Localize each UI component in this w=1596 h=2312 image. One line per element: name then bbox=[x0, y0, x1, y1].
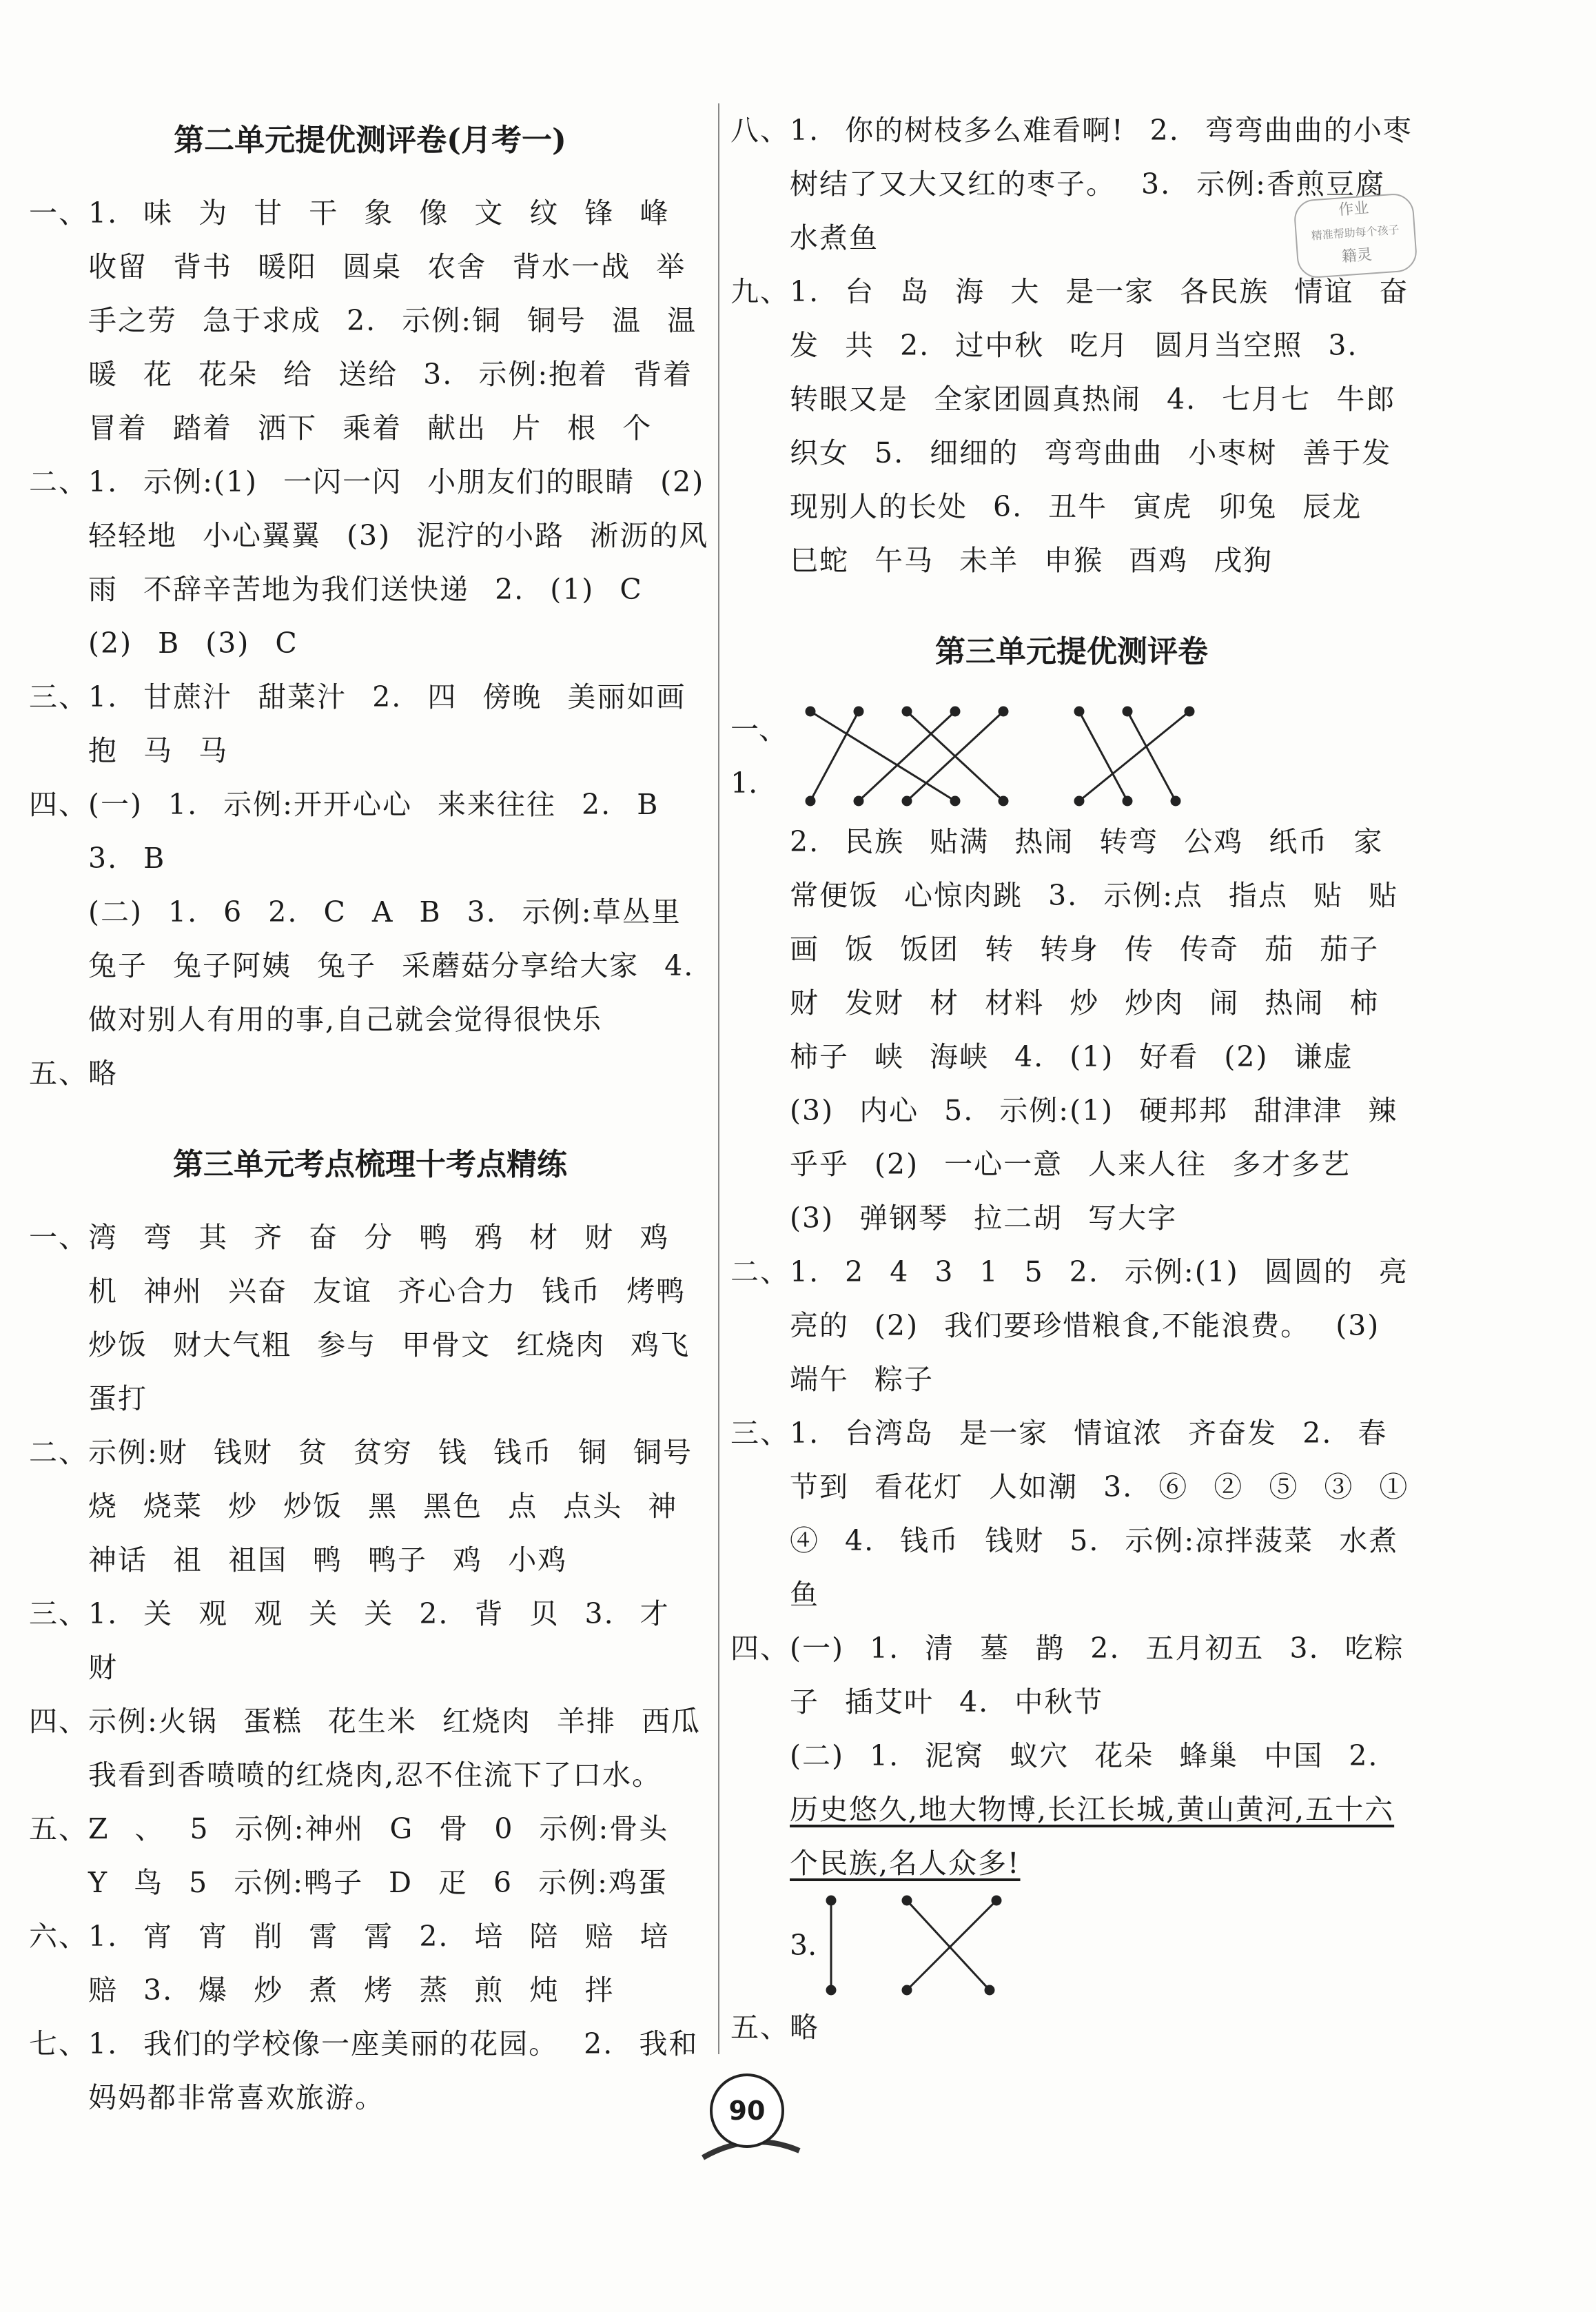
matching-row bbox=[730, 1890, 1413, 2000]
answer-paragraph: 五、略 bbox=[29, 1057, 118, 1090]
answer-paragraph: 一、1. 味 为 甘 干 象 像 文 纹 锋 峰 收留 背书 暖阳 圆桌 农舍 背水一战 举手之劳 急于求成 2. 示例:铜 铜号 温 温暖 花 花朵 给 送给 3. 示例:抱着 背着 冒着 踏着 洒下 乘着 献出 片 根 个 bbox=[29, 196, 697, 445]
left-column bbox=[29, 103, 711, 2125]
stamp-text: 作业 bbox=[1338, 199, 1370, 219]
answer-paragraph: 一、湾 弯 其 齐 奋 分 鸭 鸦 材 财 鸡 机 神州 兴奋 友谊 齐心合力 钱币 烤鸭 炒饭 财大气粗 参与 甲骨文 红烧肉 鸡飞蛋打 bbox=[29, 1221, 690, 1415]
answer-paragraph: 九、1. 台 岛 海 大 是一家 各民族 情谊 奋 发 共 2. 过中秋 吃月 圆月当空照 3. 转眼又是 全家团圆真热闹 4. 七月七 牛郎织女 5. 细细的 弯弯曲曲 小枣树 善于发现别人的长处 6. 丑牛 寅虎 卯兔 辰龙 巳蛇 午马 未羊 申猴 酉鸡 戌狗 bbox=[730, 275, 1409, 577]
page-number: 90 bbox=[710, 2073, 784, 2148]
matching-row bbox=[730, 698, 1413, 815]
answer-text: (二) 1. 泥窝 蚁穴 花朵 蜂巢 中国 2. bbox=[790, 1739, 1379, 1772]
answer-paragraph bbox=[730, 1729, 1413, 1890]
section-title: 第三单元考点梳理十考点精练 bbox=[173, 1147, 567, 1182]
answer-paragraph: 四、(一) 1. 清 墓 鹊 2. 五月初五 3. 吃粽子 插艾叶 4. 中秋节 bbox=[730, 1632, 1404, 1718]
answer-paragraph: 2. 民族 贴满 热闹 转弯 公鸡 纸币 家常便饭 心惊肉跳 3. 示例:点 指点 贴 贴画 饭 饭团 转 转身 传 传奇 茄 茄子 财 发财 材 材料 炒 炒肉 闹 热闹 柿 柿子 峡 海峡 4. (1) 好看 (2) 谦虚 (3) 内心 5. 示例:(1) 硬邦邦 甜津津 辣乎乎 (2) 一心一意 人来人往 多才多艺 (3) 弹钢琴 拉二胡 写大字 bbox=[790, 825, 1399, 1235]
right-column bbox=[730, 103, 1413, 2054]
item-label: 一、1. bbox=[730, 713, 787, 800]
answer-paragraph: 六、1. 宵 宵 削 霄 霄 2. 培 陪 赔 培 赔 3. 爆 炒 煮 烤 蒸 煎 炖 拌 bbox=[29, 1920, 670, 2007]
answer-paragraph: 八、1. 你的树枝多么难看啊! 2. 弯弯曲曲的小枣树结了又大又红的枣子。 3. 示例:香煎豆腐 水煮鱼 bbox=[730, 114, 1413, 254]
answer-paragraph: 五、Z 、 5 示例:神州 G 骨 0 示例:骨头 Y 鸟 5 示例:鸭子 D 疋 6 示例:鸡蛋 bbox=[29, 1812, 669, 1899]
answer-paragraph: 五、略 bbox=[730, 2011, 819, 2044]
stamp-text: 精准帮助每个孩子 bbox=[1311, 223, 1400, 243]
answer-paragraph: 四、示例:火锅 蛋糕 花生米 红烧肉 羊排 西瓜 我看到香喷喷的红烧肉,忍不住流下了口水。 bbox=[29, 1705, 701, 1792]
answer-paragraph: 二、示例:财 钱财 贫 贫穷 钱 钱币 铜 铜号 烧 烧菜 炒 炒饭 黑 黑色 点 点头 神 神话 祖 祖国 鸭 鸭子 鸡 小鸡 bbox=[29, 1436, 693, 1576]
answer-paragraph: 七、1. 我们的学校像一座美丽的花园。 2. 我和妈妈都非常喜欢旅游。 bbox=[29, 2027, 699, 2114]
answer-paragraph: 三、1. 甘蔗汁 甜菜汁 2. 四 傍晚 美丽如画 抱 马 马 bbox=[29, 680, 686, 767]
matching-lines-diagram-2 bbox=[817, 1890, 1052, 2000]
answer-paragraph: 三、1. 台湾岛 是一家 情谊浓 齐奋发 2. 春节到 看花灯 人如潮 3. ⑥ ② ⑤ ③ ① ④ 4. 钱币 钱财 5. 示例:凉拌菠菜 水煮鱼 bbox=[730, 1417, 1409, 1611]
answer-paragraph: 二、1. 2 4 3 1 5 2. 示例:(1) 圆圆的 亮亮的 (2) 我们要珍惜粮食,不能浪费。 (3) 端午 粽子 bbox=[730, 1255, 1409, 1396]
matching-lines-diagram bbox=[790, 698, 1231, 815]
section-title: 第二单元提优测评卷(月考一) bbox=[174, 123, 566, 158]
answer-paragraph: 四、(一) 1. 示例:开开心心 来来往往 2. B 3. B bbox=[29, 788, 659, 875]
page-number-badge bbox=[696, 2068, 806, 2178]
item-label: 3. bbox=[790, 1929, 817, 1962]
section-title: 第三单元提优测评卷 bbox=[935, 634, 1208, 669]
column-divider bbox=[718, 103, 719, 2054]
answer-paragraph: (二) 1. 6 2. C A B 3. 示例:草丛里 兔子 兔子阿姨 兔子 采蘑菇分享给大家 4. 做对别人有用的事,自己就会觉得很快乐 bbox=[88, 895, 695, 1036]
binding-edge bbox=[0, 103, 19, 2054]
stamp-text: 籍灵 bbox=[1341, 246, 1373, 266]
answer-paragraph: 二、1. 示例:(1) 一闪一闪 小朋友们的眼睛 (2) 轻轻地 小心翼翼 (3) 泥泞的小路 淅沥的风雨 不辞辛苦地为我们送快递 2. (1) C (2) B (3) C bbox=[29, 465, 709, 660]
underlined-answer: 历史悠久,地大物博,长江长城,黄山黄河,五十六个民族,名人众多! bbox=[790, 1793, 1395, 1880]
watermark-stamp bbox=[1293, 192, 1418, 279]
answer-paragraph: 三、1. 关 观 观 关 关 2. 背 贝 3. 才 财 bbox=[29, 1597, 670, 1684]
